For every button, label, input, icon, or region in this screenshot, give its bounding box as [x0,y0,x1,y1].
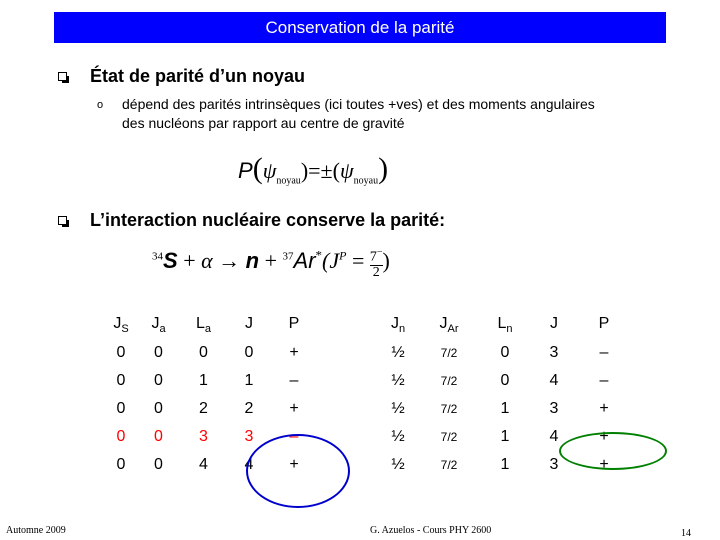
cell: 2 [244,400,254,417]
cell: 0 [116,372,126,389]
sub-bullet-marker: o [97,99,104,111]
eq2-mass-37: 37 [282,250,294,263]
cell: 3 [244,428,254,445]
table-row [104,395,318,423]
header-jar: $J_{Ar}$ [439,314,459,336]
cell: 0 [199,344,208,361]
cell: 7/2 [440,458,458,472]
header-j: J [550,314,558,332]
cell: + [599,428,609,445]
cell: – [599,372,609,389]
eq-close-paren: ) [378,152,389,185]
cell: 3 [549,456,559,473]
cell: 1 [199,372,208,389]
eq2-equals: = [346,247,370,273]
cell: – [289,372,299,389]
eq2-JP-open: (J [322,247,340,273]
cell: 0 [244,344,254,361]
cell: 4 [244,456,254,473]
cell: + [599,456,609,473]
eq2-den: 2 [372,264,380,280]
cell: 4 [549,372,559,389]
slide-title: Conservation de la parité [54,12,666,43]
cell: 3 [199,428,208,445]
sub-bullet-text-line2: des nucléons par rapport au centre de gravité [122,115,405,131]
cell: 0 [154,428,163,445]
header-ln: $L_n$ [497,314,513,336]
blue-highlight-ellipse [246,434,350,508]
table-row [378,367,630,395]
eq2-close: ) [382,247,390,273]
parity-equation [238,152,388,186]
eq2-P-superscript: P [339,248,347,263]
eq2-plus-2: + [259,247,283,273]
eq2-alpha: α [201,247,213,273]
cell: 0 [154,372,163,389]
cell: 7/2 [440,402,458,416]
cell: 4 [549,428,559,445]
cell: + [599,400,609,417]
table-right-header-row [378,311,630,339]
eq-open-paren: ( [252,152,263,185]
bullet-heading-interaction: L’interaction nucléaire conserve la parité: [90,210,446,230]
cell: – [599,344,609,361]
cell: 1 [500,456,510,473]
eq2-plus: + [177,247,202,273]
eq2-num: 7 [369,249,377,265]
header-js: $J_S$ [113,314,129,336]
table-row [378,395,630,423]
cell: 7/2 [440,430,458,444]
cell: + [289,400,299,417]
eq2-mass-34: 34 [152,250,163,263]
table-row [104,339,318,367]
cell: 0 [154,400,163,417]
cell: 1 [244,372,254,389]
cell: 0 [500,372,510,389]
cell: 3 [549,344,559,361]
cell: 4 [199,456,208,473]
eq2-minus-sup: − [376,247,383,258]
eq2-fraction [370,246,383,280]
cell: ½ [391,456,405,473]
cell: 3 [549,400,559,417]
green-highlight-ellipse [559,432,667,470]
eq2-fraction-num [370,246,383,266]
footer-page-number: 14 [681,528,691,539]
cell: 7/2 [440,346,458,360]
eq2-n: n [245,247,260,273]
eq-subscript-noyau: noyau [276,175,301,187]
cell: – [289,428,299,445]
cell: 1 [500,400,510,417]
eq-psi-2: ψ [339,158,354,183]
eq-equals-pm: )=±( [300,158,340,183]
cell: 0 [116,456,126,473]
cell: ½ [391,344,405,361]
table-row [378,339,630,367]
cell: 0 [116,400,126,417]
square-bullet-icon [58,72,67,81]
cell: 0 [154,456,163,473]
square-bullet-icon [58,216,67,225]
header-p: P [288,314,300,332]
header-j: J [245,314,253,332]
reaction-equation [152,246,390,280]
cell: 0 [154,344,163,361]
cell: 0 [116,428,126,445]
cell: 0 [500,344,510,361]
table-left-header-row [104,311,318,339]
sub-bullet-text-line1: dépend des parités intrinsèques (ici toutes +ves) et des moments angulaires [122,96,595,112]
cell: 0 [116,344,126,361]
header-la: $L_a$ [195,314,212,336]
header-ja: $J_a$ [151,314,166,336]
bullet-heading-parity-state: État de parité d’un noyau [90,66,306,86]
header-jn: $J_n$ [390,314,406,336]
footer-author: G. Azuelos - Cours PHY 2600 [370,525,492,536]
eq2-star: * [315,247,323,263]
footer-date: Automne 2009 [6,525,66,536]
cell: + [289,456,299,473]
cell: 1 [500,428,510,445]
cell: + [289,344,299,361]
cell: 7/2 [440,374,458,388]
eq2-S: S [163,247,178,273]
eq2-Ar: Ar [293,247,316,273]
table-row [104,367,318,395]
header-p: P [598,314,610,332]
eq2-arrow: → [212,247,246,273]
cell: ½ [391,428,405,445]
eq-subscript-noyau-2: noyau [353,175,379,187]
cell: 2 [199,400,208,417]
eq-P: P [238,158,253,183]
cell: ½ [391,400,405,417]
cell: ½ [391,372,405,389]
eq-psi: ψ [262,158,277,183]
